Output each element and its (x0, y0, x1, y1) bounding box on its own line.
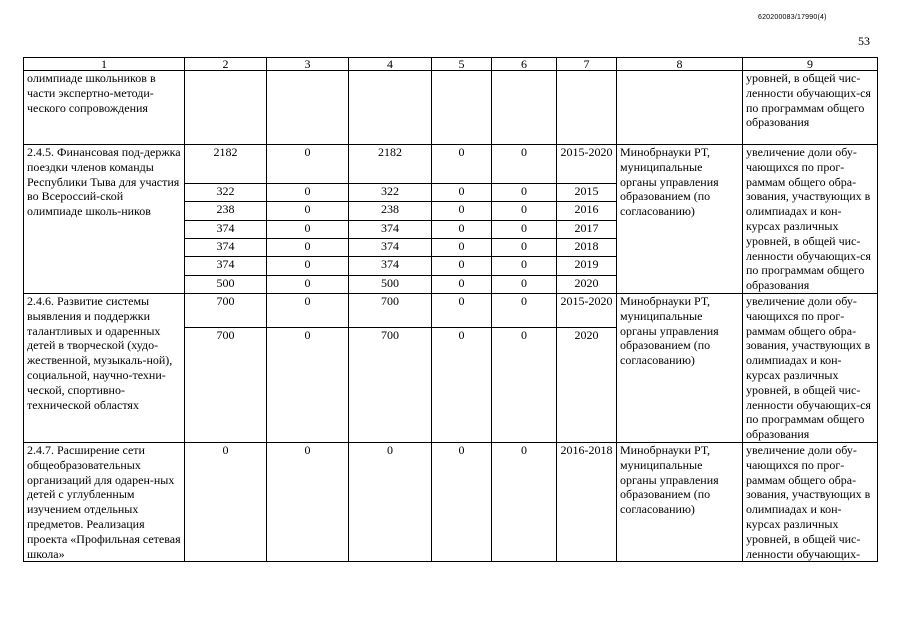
period-cell: 2015-2020 (557, 293, 617, 327)
amount-cell: 0 (432, 257, 492, 275)
amount-cell: 0 (432, 202, 492, 220)
table-cell (267, 71, 349, 145)
amount-cell: 374 (349, 257, 432, 275)
header-cell: 1 (24, 58, 185, 71)
header-row (24, 58, 878, 71)
amount-cell: 0 (432, 238, 492, 256)
amount-cell: 0 (432, 220, 492, 238)
header-cell: 3 (267, 58, 349, 71)
amount-cell: 500 (349, 275, 432, 293)
header-cell: 5 (432, 58, 492, 71)
responsible-executor: Минобрнауки РТ, муниципальные органы управления образованием (по согласованию) (617, 442, 743, 561)
indicator-text: уровней, в общей чис-ленности обучающих-ся по программам общего образования (743, 71, 878, 145)
amount-cell: 0 (267, 183, 349, 201)
amount-cell: 0 (267, 442, 349, 561)
header-cell: 6 (492, 58, 557, 71)
amount-cell: 700 (185, 328, 267, 443)
amount-cell: 0 (267, 220, 349, 238)
amount-cell: 374 (185, 220, 267, 238)
activity-description: 2.4.7. Расширение сети общеобразовательных организаций для одарен-ных детей с углубленным изучением отдельных предметов. Реализация проекта «Профильная сетевая школа» (24, 442, 185, 561)
amount-cell: 0 (267, 293, 349, 327)
amount-cell: 0 (492, 183, 557, 201)
period-cell: 2015-2020 (557, 145, 617, 184)
amount-cell: 0 (185, 442, 267, 561)
header-cell: 4 (349, 58, 432, 71)
amount-cell: 0 (432, 275, 492, 293)
indicator-text: увеличение доли обу-чающихся по прог-раммам общего обра-зования, участвующих в олимпиадах и кон-курсах различных уровней, в общей чис-ленности обучающих-ся по программам общего образования (743, 293, 878, 442)
table-cell (432, 71, 492, 145)
amount-cell: 0 (267, 328, 349, 443)
amount-cell: 0 (492, 275, 557, 293)
amount-cell: 0 (267, 145, 349, 184)
amount-cell: 700 (185, 293, 267, 327)
amount-cell: 0 (492, 442, 557, 561)
header-cell: 9 (743, 58, 878, 71)
amount-cell: 374 (185, 257, 267, 275)
amount-cell: 0 (267, 202, 349, 220)
period-cell: 2016 (557, 202, 617, 220)
program-table (23, 57, 878, 562)
amount-cell: 700 (349, 293, 432, 327)
amount-cell: 0 (349, 442, 432, 561)
amount-cell: 374 (185, 238, 267, 256)
table-cell (492, 71, 557, 145)
amount-cell: 0 (492, 238, 557, 256)
activity-description: олимпиаде школьников в части экспертно-методи-ческого сопровождения (24, 71, 185, 145)
amount-cell: 374 (349, 238, 432, 256)
amount-cell: 322 (349, 183, 432, 201)
table-row (24, 442, 878, 561)
document-code: 620200083/17990(4) (758, 14, 827, 21)
amount-cell: 0 (267, 275, 349, 293)
amount-cell: 0 (492, 220, 557, 238)
amount-cell: 0 (492, 145, 557, 184)
period-cell: 2019 (557, 257, 617, 275)
amount-cell: 0 (432, 442, 492, 561)
responsible-executor: Минобрнауки РТ, муниципальные органы управления образованием (по согласованию) (617, 145, 743, 294)
amount-cell: 238 (349, 202, 432, 220)
continued-row (24, 71, 878, 145)
period-cell: 2016-2018 (557, 442, 617, 561)
period-cell: 2018 (557, 238, 617, 256)
table-row (24, 145, 878, 184)
responsible-executor: Минобрнауки РТ, муниципальные органы управления образованием (по согласованию) (617, 293, 743, 442)
amount-cell: 0 (492, 293, 557, 327)
amount-cell: 0 (492, 328, 557, 443)
amount-cell: 0 (267, 238, 349, 256)
period-cell: 2017 (557, 220, 617, 238)
amount-cell: 0 (432, 293, 492, 327)
header-cell: 8 (617, 58, 743, 71)
amount-cell: 238 (185, 202, 267, 220)
amount-cell: 2182 (185, 145, 267, 184)
table-row (24, 293, 878, 327)
table-cell (617, 71, 743, 145)
activity-description: 2.4.5. Финансовая под-держка поездки членов команды Республики Тыва для участия во Всероссий-ской олимпиаде школь-ников (24, 145, 185, 294)
amount-cell: 500 (185, 275, 267, 293)
header-cell: 2 (185, 58, 267, 71)
amount-cell: 322 (185, 183, 267, 201)
table-cell (557, 71, 617, 145)
period-cell: 2020 (557, 275, 617, 293)
amount-cell: 2182 (349, 145, 432, 184)
indicator-text: увеличение доли обу-чающихся по прог-раммам общего обра-зования, участвующих в олимпиадах и кон-курсах различных уровней, в общей чис-ленности обучающих- (743, 442, 878, 561)
page-number: 53 (858, 34, 870, 48)
amount-cell: 700 (349, 328, 432, 443)
amount-cell: 0 (267, 257, 349, 275)
header-cell: 7 (557, 58, 617, 71)
amount-cell: 0 (432, 183, 492, 201)
period-cell: 2015 (557, 183, 617, 201)
amount-cell: 0 (432, 328, 492, 443)
amount-cell: 374 (349, 220, 432, 238)
activity-description: 2.4.6. Развитие системы выявления и поддержки талантливых и одаренных детей в творческой (худо-жественной, музыкаль-ной), социальной, научно-техни-ческой, спортивно-технической областях (24, 293, 185, 442)
amount-cell: 0 (492, 257, 557, 275)
indicator-text: увеличение доли обу-чающихся по прог-раммам общего обра-зования, участвующих в олимпиадах и кон-курсах различных уровней, в общей чис-ленности обучающих-ся по программам общего образования (743, 145, 878, 294)
amount-cell: 0 (432, 145, 492, 184)
period-cell: 2020 (557, 328, 617, 443)
amount-cell: 0 (492, 202, 557, 220)
table-cell (185, 71, 267, 145)
table-cell (349, 71, 432, 145)
